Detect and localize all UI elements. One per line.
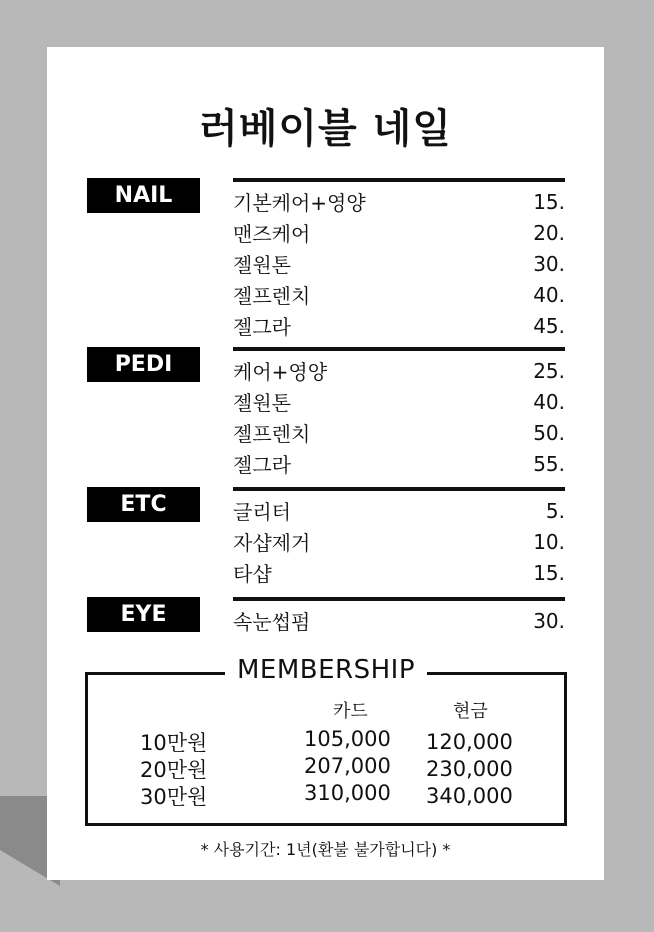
item-name: 기본케어+영양 [233, 191, 366, 215]
membership-title: MEMBERSHIP [225, 655, 427, 685]
item-price: 20. [533, 220, 565, 245]
table-row [88, 727, 564, 754]
column-header-cash: 현금 [453, 701, 488, 722]
item-price: 45. [533, 313, 565, 338]
list-item [233, 186, 565, 217]
table-row [88, 781, 564, 808]
membership-box [85, 655, 567, 826]
item-name: 케어+영양 [233, 360, 328, 384]
item-name: 젤그라 [233, 453, 291, 477]
item-name: 젤원톤 [233, 253, 291, 277]
category-label: EYE [87, 597, 200, 632]
item-price: 50. [533, 420, 565, 445]
item-price: 55. [533, 451, 565, 476]
list-item [233, 217, 565, 248]
item-list [233, 347, 565, 479]
column-header-card: 카드 [333, 701, 368, 722]
item-price: 40. [533, 282, 565, 307]
list-item [233, 526, 565, 557]
item-price: 5. [545, 498, 565, 523]
item-list [233, 178, 565, 341]
item-price: 30. [533, 251, 565, 276]
item-name: 젤원톤 [233, 391, 291, 415]
cash-price: 120,000 [426, 730, 513, 754]
membership-amount: 10만원 [140, 731, 208, 755]
shop-title: 러베이블 네일 [199, 106, 452, 152]
card-price: 310,000 [304, 781, 391, 805]
item-price: 30. [533, 608, 565, 633]
card-price: 105,000 [304, 727, 391, 751]
price-menu-card [47, 47, 604, 880]
list-item [233, 448, 565, 479]
cash-price: 230,000 [426, 757, 513, 781]
item-name: 젤프렌치 [233, 422, 311, 446]
item-name: 젤프렌치 [233, 284, 311, 308]
category-label: PEDI [87, 347, 200, 382]
cash-price: 340,000 [426, 784, 513, 808]
item-list [233, 597, 565, 636]
item-price: 40. [533, 389, 565, 414]
item-price: 15. [533, 189, 565, 214]
list-item [233, 605, 565, 636]
item-price: 15. [533, 560, 565, 585]
item-price: 25. [533, 358, 565, 383]
card-price: 207,000 [304, 754, 391, 778]
item-name: 글리터 [233, 500, 291, 524]
list-item [233, 417, 565, 448]
item-price: 10. [533, 529, 565, 554]
item-name: 맨즈케어 [233, 222, 311, 246]
list-item [233, 386, 565, 417]
membership-amount: 30만원 [140, 785, 208, 809]
list-item [233, 355, 565, 386]
item-name: 자샵제거 [233, 531, 311, 555]
item-name: 젤그라 [233, 315, 291, 339]
list-item [233, 310, 565, 341]
item-name: 타샵 [233, 562, 272, 586]
membership-amount: 20만원 [140, 758, 208, 782]
item-list [233, 487, 565, 588]
list-item [233, 557, 565, 588]
list-item [233, 248, 565, 279]
list-item [233, 279, 565, 310]
table-row [88, 754, 564, 781]
list-item [233, 495, 565, 526]
category-label: NAIL [87, 178, 200, 213]
membership-title-wrap [88, 655, 564, 685]
category-label: ETC [87, 487, 200, 522]
membership-rows [88, 727, 564, 808]
item-name: 속눈썹펌 [233, 610, 311, 634]
usage-note: * 사용기간: 1년(환불 불가합니다) * [200, 840, 451, 859]
